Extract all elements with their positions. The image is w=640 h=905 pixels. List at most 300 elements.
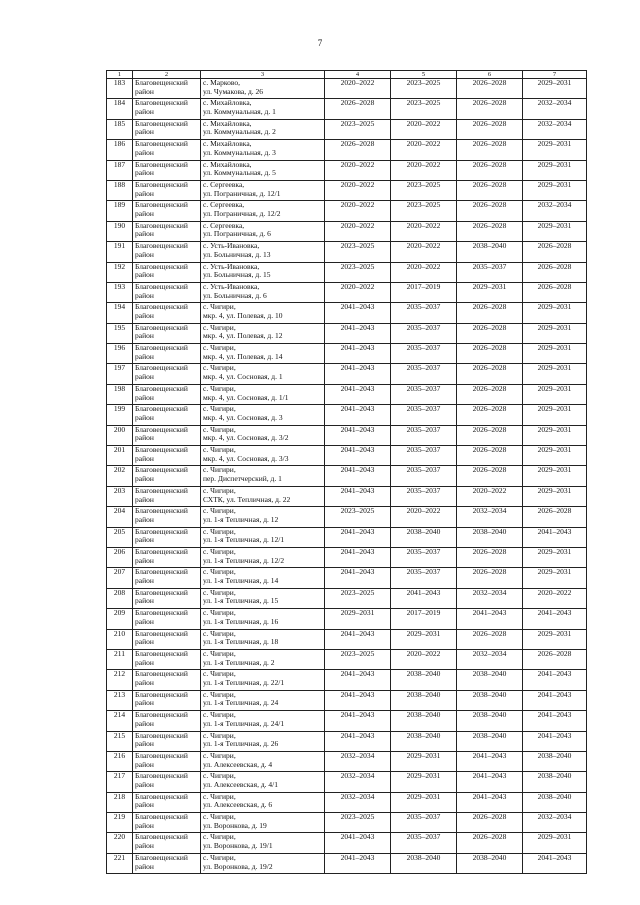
address-cell-text: с. Чигири,: [203, 363, 236, 373]
period-col7-text: 2032–2034: [537, 200, 572, 210]
period-col4: [325, 507, 391, 527]
period-col7: [523, 446, 587, 466]
row-number-text: 216: [113, 751, 126, 760]
address-cell: [201, 690, 325, 710]
period-col7: [523, 568, 587, 588]
district-cell-text: Благовещенский район: [135, 506, 188, 524]
period-col5-text: 2038–2040: [406, 669, 441, 679]
period-col5-text: 2035–2037: [406, 547, 441, 556]
row-number: [107, 119, 133, 139]
period-col7-text: 2020–2022: [537, 588, 572, 597]
row-number: [107, 262, 133, 282]
period-col6-text: 2041–2043: [472, 771, 507, 781]
period-col5: [391, 344, 457, 364]
district-cell-text: Благовещенский район: [135, 486, 188, 504]
address-cell-text: с. Чигири,: [203, 792, 236, 801]
period-col5-text: 2020–2022: [406, 119, 441, 128]
row-number-text: 208: [113, 588, 126, 597]
period-col7-text: 2026–2028: [537, 649, 572, 658]
period-col5-text: 2038–2040: [406, 731, 441, 740]
district-cell: [133, 751, 201, 771]
period-col6: [457, 242, 523, 262]
row-number-text: 185: [113, 119, 126, 128]
period-col4: [325, 792, 391, 812]
period-col6-text: 2026–2028: [472, 384, 507, 393]
address-cell-text: с. Усть-Ивановка,: [203, 262, 260, 271]
period-col5: [391, 303, 457, 323]
period-col6-text: 2026–2028: [472, 98, 507, 108]
row-number: [107, 792, 133, 812]
period-col7: [523, 140, 587, 160]
period-col5: [391, 221, 457, 241]
period-col5: [391, 119, 457, 139]
period-col5-text: 2020–2022: [406, 262, 441, 271]
period-col5-text: 2035–2037: [406, 425, 441, 434]
district-cell: [133, 507, 201, 527]
period-col5: [391, 588, 457, 608]
address-cell-text: с. Михайловка,: [203, 160, 252, 169]
period-col7: [523, 609, 587, 629]
period-col6-text: 2026–2028: [472, 323, 507, 332]
address-cell-text: с. Чигири,: [203, 771, 236, 781]
period-col6: [457, 160, 523, 180]
table-row: [107, 99, 587, 119]
period-col7: [523, 670, 587, 690]
period-col4-text: 2041–2043: [340, 547, 375, 556]
period-col7: [523, 792, 587, 812]
period-col4-text: 2041–2043: [340, 445, 375, 455]
address-cell-text: мкр. 4, ул. Сосновая, д. 3/3: [203, 453, 289, 463]
period-col7: [523, 751, 587, 771]
address-cell: [201, 425, 325, 445]
period-col4: [325, 119, 391, 139]
table-row: [107, 588, 587, 608]
period-col4-text: 2026–2028: [340, 139, 375, 149]
address-cell-text: с. Чигири,: [203, 445, 236, 455]
address-cell-text: ул. Воронкова, д. 19/1: [203, 841, 273, 851]
address-cell-text: ул. Больничная, д. 6: [203, 290, 267, 300]
address-cell-text: с. Чигири,: [203, 669, 236, 679]
period-col6: [457, 79, 523, 99]
row-number: [107, 466, 133, 486]
district-cell: [133, 446, 201, 466]
period-col6: [457, 507, 523, 527]
table-row: [107, 527, 587, 547]
address-cell-text: ул. 1-я Тепличная, д. 14: [203, 576, 279, 586]
table-row: [107, 670, 587, 690]
address-cell: [201, 588, 325, 608]
period-col7-text: 2029–2031: [537, 445, 572, 455]
row-number: [107, 425, 133, 445]
period-col4: [325, 99, 391, 119]
period-col4-text: 2023–2025: [340, 506, 375, 516]
period-col4: [325, 425, 391, 445]
address-cell-text: ул. Коммунальная, д. 1: [203, 107, 276, 117]
period-col6: [457, 772, 523, 792]
row-number: [107, 384, 133, 404]
period-col6: [457, 405, 523, 425]
address-cell-text: с. Чигири,: [203, 486, 236, 495]
district-cell: [133, 486, 201, 506]
address-cell-text: ул. Пограничная, д. 12/1: [203, 188, 281, 198]
row-number-text: 191: [113, 241, 126, 251]
district-cell: [133, 303, 201, 323]
period-col4-text: 2023–2025: [340, 812, 375, 822]
row-number-text: 209: [113, 608, 126, 618]
period-col6-text: 2026–2028: [472, 119, 507, 128]
table-row: [107, 486, 587, 506]
row-number-text: 210: [113, 629, 126, 638]
district-cell-text: Благовещенский район: [135, 98, 188, 117]
row-number: [107, 588, 133, 608]
row-number-text: 197: [113, 363, 126, 373]
period-col6: [457, 466, 523, 486]
period-col5: [391, 79, 457, 99]
period-col7: [523, 180, 587, 200]
period-col6-text: 2038–2040: [472, 853, 507, 862]
address-cell-text: мкр. 4, ул. Сосновая, д. 1/1: [203, 392, 289, 402]
district-cell-text: Благовещенский район: [135, 241, 188, 259]
row-number-text: 201: [113, 445, 126, 455]
period-col7-text: 2029–2031: [537, 302, 572, 312]
period-col6: [457, 792, 523, 812]
period-col6: [457, 609, 523, 629]
row-number-text: 221: [113, 853, 126, 862]
period-col7: [523, 629, 587, 649]
address-cell-text: ул. Коммунальная, д. 3: [203, 147, 276, 157]
address-cell: [201, 731, 325, 751]
period-col4-text: 2023–2025: [340, 262, 375, 271]
period-col5: [391, 527, 457, 547]
address-cell: [201, 303, 325, 323]
address-cell-text: ул. 1-я Тепличная, д. 16: [203, 616, 279, 626]
period-col4-text: 2041–2043: [340, 363, 375, 373]
period-col6: [457, 853, 523, 873]
period-col7: [523, 853, 587, 873]
row-number: [107, 446, 133, 466]
period-col4-text: 2029–2031: [340, 608, 375, 618]
district-cell-text: Благовещенский район: [135, 262, 188, 280]
table-row: [107, 242, 587, 262]
period-col5-text: 2020–2022: [406, 160, 441, 169]
period-col4: [325, 160, 391, 180]
district-cell-text: Благовещенский район: [135, 445, 188, 463]
district-cell-text: Благовещенский район: [135, 812, 188, 830]
period-col4-text: 2041–2043: [340, 832, 375, 842]
period-col5: [391, 690, 457, 710]
period-col4-text: 2041–2043: [340, 527, 375, 536]
row-number-text: 220: [113, 832, 126, 842]
period-col4-text: 2020–2022: [340, 78, 375, 87]
row-number-text: 195: [113, 323, 126, 332]
period-col4-text: 2020–2022: [340, 200, 375, 210]
district-cell-text: Благовещенский район: [135, 771, 188, 789]
table-row: [107, 140, 587, 160]
address-cell-text: с. Сергеевка,: [203, 180, 245, 189]
period-col4: [325, 772, 391, 792]
row-number-text: 187: [113, 160, 126, 169]
address-cell-text: СХТК, ул. Тепличная, д. 22: [203, 494, 291, 504]
period-col6: [457, 547, 523, 567]
district-cell: [133, 99, 201, 119]
table-row: [107, 303, 587, 323]
period-col7: [523, 242, 587, 262]
table-row: [107, 119, 587, 139]
address-cell: [201, 446, 325, 466]
period-col5: [391, 547, 457, 567]
table-row: [107, 262, 587, 282]
period-col7-text: 2029–2031: [537, 323, 572, 332]
district-cell: [133, 262, 201, 282]
period-col6-text: 2038–2040: [472, 241, 507, 251]
address-cell: [201, 629, 325, 649]
period-col4-text: 2041–2043: [340, 384, 375, 393]
row-number: [107, 772, 133, 792]
table-row: [107, 649, 587, 669]
period-col7: [523, 364, 587, 384]
table-row: [107, 384, 587, 404]
period-col7-text: 2029–2031: [537, 486, 572, 495]
address-cell-text: с. Михайловка,: [203, 98, 252, 108]
address-cell: [201, 262, 325, 282]
period-col4: [325, 547, 391, 567]
period-col6: [457, 813, 523, 833]
district-cell: [133, 425, 201, 445]
district-cell: [133, 242, 201, 262]
period-col4-text: 2041–2043: [340, 567, 375, 577]
district-cell: [133, 853, 201, 873]
address-cell: [201, 772, 325, 792]
period-col5-text: 2041–2043: [406, 588, 441, 597]
period-col5-text: 2035–2037: [406, 404, 441, 414]
row-number: [107, 344, 133, 364]
period-col4-text: 2023–2025: [340, 241, 375, 251]
period-col6: [457, 201, 523, 221]
address-cell-text: с. Чигири,: [203, 588, 236, 597]
address-cell-text: с. Чигири,: [203, 567, 236, 577]
period-col7: [523, 160, 587, 180]
period-col6: [457, 568, 523, 588]
address-cell: [201, 119, 325, 139]
district-cell-text: Благовещенский район: [135, 588, 188, 606]
period-col6-text: 2026–2028: [472, 445, 507, 455]
table-row: [107, 833, 587, 853]
period-col7: [523, 119, 587, 139]
period-col4-text: 2041–2043: [340, 731, 375, 740]
period-col4: [325, 833, 391, 853]
period-col6: [457, 629, 523, 649]
row-number: [107, 303, 133, 323]
district-cell-text: Благовещенский район: [135, 649, 188, 667]
district-cell-text: Благовещенский район: [135, 139, 188, 157]
period-col4-text: 2023–2025: [340, 119, 375, 128]
period-col6-text: 2038–2040: [472, 669, 507, 679]
address-cell-text: с. Чигири,: [203, 751, 236, 760]
address-cell: [201, 486, 325, 506]
period-col7: [523, 303, 587, 323]
period-col4: [325, 751, 391, 771]
address-cell-text: с. Чигири,: [203, 649, 236, 658]
period-col7: [523, 731, 587, 751]
period-col5-text: 2038–2040: [406, 853, 441, 862]
period-col5-text: 2035–2037: [406, 363, 441, 373]
period-col6: [457, 119, 523, 139]
period-col5-text: 2035–2037: [406, 567, 441, 577]
period-col4-text: 2041–2043: [340, 690, 375, 699]
period-col7-text: 2029–2031: [537, 832, 572, 842]
district-cell: [133, 323, 201, 343]
period-col5: [391, 425, 457, 445]
district-cell-text: Благовещенский район: [135, 792, 188, 810]
address-cell-text: с. Чигири,: [203, 853, 236, 862]
period-col6: [457, 690, 523, 710]
table-row: [107, 405, 587, 425]
address-cell: [201, 180, 325, 200]
period-col7-text: 2029–2031: [537, 384, 572, 393]
table-row: [107, 466, 587, 486]
table-row: [107, 180, 587, 200]
address-cell-text: ул. Алексеевская, д. 4/1: [203, 779, 278, 789]
table-row: [107, 547, 587, 567]
period-col6-text: 2026–2028: [472, 78, 507, 87]
address-cell: [201, 609, 325, 629]
row-number-text: 204: [113, 506, 126, 516]
period-col7: [523, 425, 587, 445]
address-cell-text: с. Чигири,: [203, 629, 236, 638]
period-col5-text: 2017–2019: [406, 282, 441, 291]
row-number-text: 194: [113, 302, 126, 312]
period-col5-text: 2023–2025: [406, 200, 441, 210]
address-cell: [201, 201, 325, 221]
period-col6: [457, 221, 523, 241]
district-cell: [133, 201, 201, 221]
address-cell-text: с. Михайловка,: [203, 119, 252, 128]
period-col4-text: 2041–2043: [340, 486, 375, 495]
period-col6-text: 2020–2022: [472, 486, 507, 495]
period-col7: [523, 221, 587, 241]
district-cell: [133, 813, 201, 833]
row-number: [107, 201, 133, 221]
address-cell: [201, 364, 325, 384]
period-col6: [457, 486, 523, 506]
period-col4-text: 2041–2043: [340, 710, 375, 720]
period-col6: [457, 262, 523, 282]
table-row: [107, 425, 587, 445]
period-col7: [523, 201, 587, 221]
address-cell-text: с. Чигири,: [203, 302, 236, 312]
district-cell: [133, 160, 201, 180]
period-col4-text: 2032–2034: [340, 751, 375, 760]
row-number: [107, 649, 133, 669]
period-col6-text: 2035–2037: [472, 262, 507, 271]
period-col6: [457, 446, 523, 466]
row-number: [107, 670, 133, 690]
period-col7-text: 2026–2028: [537, 506, 572, 516]
period-col6-text: 2032–2034: [472, 506, 507, 516]
district-cell-text: Благовещенский район: [135, 731, 188, 749]
row-number: [107, 609, 133, 629]
row-number-text: 207: [113, 567, 126, 577]
district-cell-text: Благовещенский район: [135, 527, 188, 545]
period-col4: [325, 201, 391, 221]
period-col4: [325, 364, 391, 384]
period-col6-text: 2026–2028: [472, 221, 507, 230]
period-col5-text: 2029–2031: [406, 629, 441, 638]
address-cell: [201, 323, 325, 343]
address-cell-text: ул. 1-я Тепличная, д. 24/1: [203, 718, 285, 728]
period-col5-text: 2029–2031: [406, 751, 441, 760]
address-cell: [201, 466, 325, 486]
period-col5-text: 2035–2037: [406, 384, 441, 393]
table-row: [107, 792, 587, 812]
address-cell: [201, 751, 325, 771]
period-col7: [523, 547, 587, 567]
period-col5: [391, 140, 457, 160]
address-cell-text: ул. Чумакова, д. 26: [203, 86, 264, 96]
row-number-text: 217: [113, 771, 126, 781]
period-col4: [325, 813, 391, 833]
period-col7: [523, 466, 587, 486]
period-col7-text: 2029–2031: [537, 343, 572, 353]
period-col5: [391, 242, 457, 262]
row-number: [107, 711, 133, 731]
column-number: 2: [133, 71, 201, 79]
period-col7: [523, 507, 587, 527]
table-row: [107, 344, 587, 364]
period-col6: [457, 425, 523, 445]
district-cell-text: Благовещенский район: [135, 853, 188, 871]
row-number-text: 218: [113, 792, 126, 801]
period-col4: [325, 853, 391, 873]
row-number: [107, 629, 133, 649]
district-cell: [133, 384, 201, 404]
period-col4: [325, 731, 391, 751]
period-col5: [391, 772, 457, 792]
period-col7-text: 2029–2031: [537, 363, 572, 373]
period-col7: [523, 813, 587, 833]
table-row: [107, 160, 587, 180]
address-cell: [201, 649, 325, 669]
row-number: [107, 547, 133, 567]
period-col7: [523, 262, 587, 282]
period-col4: [325, 323, 391, 343]
period-col6: [457, 303, 523, 323]
column-number-row: [107, 71, 587, 79]
row-number-text: 215: [113, 731, 126, 740]
period-col4-text: 2041–2043: [340, 853, 375, 862]
column-number: 1: [107, 71, 133, 79]
period-col6-text: 2038–2040: [472, 731, 507, 740]
district-cell: [133, 649, 201, 669]
address-cell: [201, 344, 325, 364]
table-row: [107, 221, 587, 241]
table-row: [107, 568, 587, 588]
address-cell-text: ул. Алексеевская, д. 6: [203, 800, 273, 810]
period-col7-text: 2029–2031: [537, 629, 572, 638]
address-cell-text: с. Марково,: [203, 78, 240, 87]
row-number-text: 190: [113, 221, 126, 230]
period-col5-text: 2023–2025: [406, 180, 441, 189]
row-number: [107, 79, 133, 99]
address-cell-text: с. Чигири,: [203, 384, 236, 393]
period-col4-text: 2023–2025: [340, 588, 375, 597]
period-col4: [325, 690, 391, 710]
period-col5-text: 2035–2037: [406, 343, 441, 353]
period-col5-text: 2020–2022: [406, 649, 441, 658]
period-col4: [325, 629, 391, 649]
period-col5: [391, 649, 457, 669]
table-row: [107, 629, 587, 649]
